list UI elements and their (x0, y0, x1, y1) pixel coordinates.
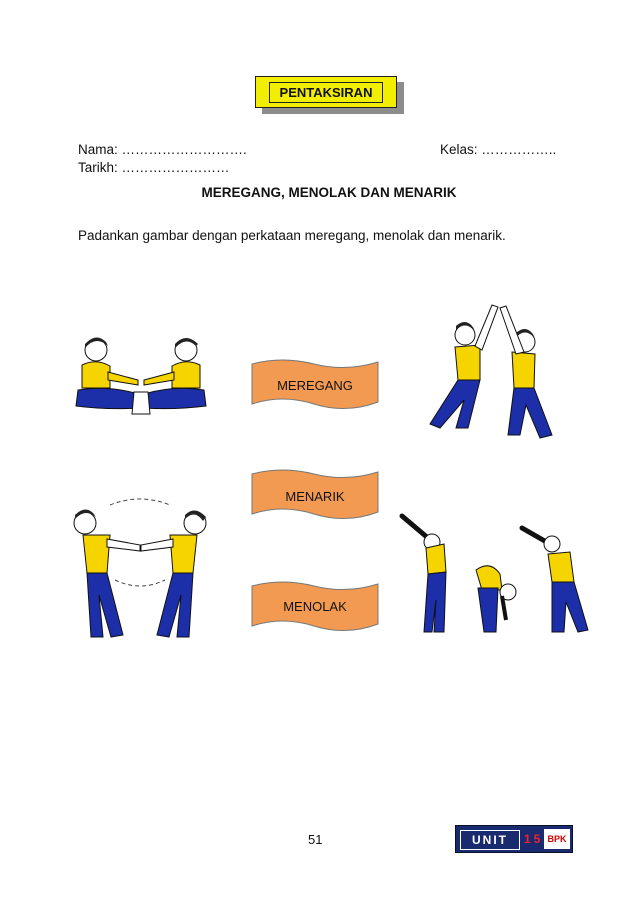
instruction-text: Padankan gambar dengan perkataan meregang, menolak dan menarik. (78, 228, 506, 243)
nama-field: Nama: ………………………. (78, 142, 247, 157)
stretching-sequence-illustration (398, 510, 598, 645)
page-number: 51 (308, 832, 323, 847)
banner-meregang-label: MEREGANG (277, 378, 353, 393)
kelas-field: Kelas: …………….. (440, 142, 557, 157)
unit-label: UNIT (460, 830, 520, 850)
unit-badge (455, 825, 573, 853)
unit-number: 15 (524, 832, 544, 846)
banner-meregang (248, 356, 382, 414)
bpk-logo-icon: BPK (544, 829, 570, 849)
pulling-illustration (65, 495, 215, 645)
banner-menarik (248, 466, 382, 524)
banner-menarik-label: MENARIK (285, 489, 345, 504)
tarikh-field: Tarikh: …………………… (78, 160, 230, 175)
worksheet-title: MEREGANG, MENOLAK DAN MENARIK (201, 185, 457, 200)
header-label: PENTAKSIRAN (269, 82, 384, 103)
banner-menolak (248, 578, 382, 636)
header-label-box (255, 76, 397, 108)
seated-stretch-illustration (68, 330, 218, 425)
banner-menolak-label: MENOLAK (283, 599, 347, 614)
pushing-illustration (420, 300, 570, 445)
